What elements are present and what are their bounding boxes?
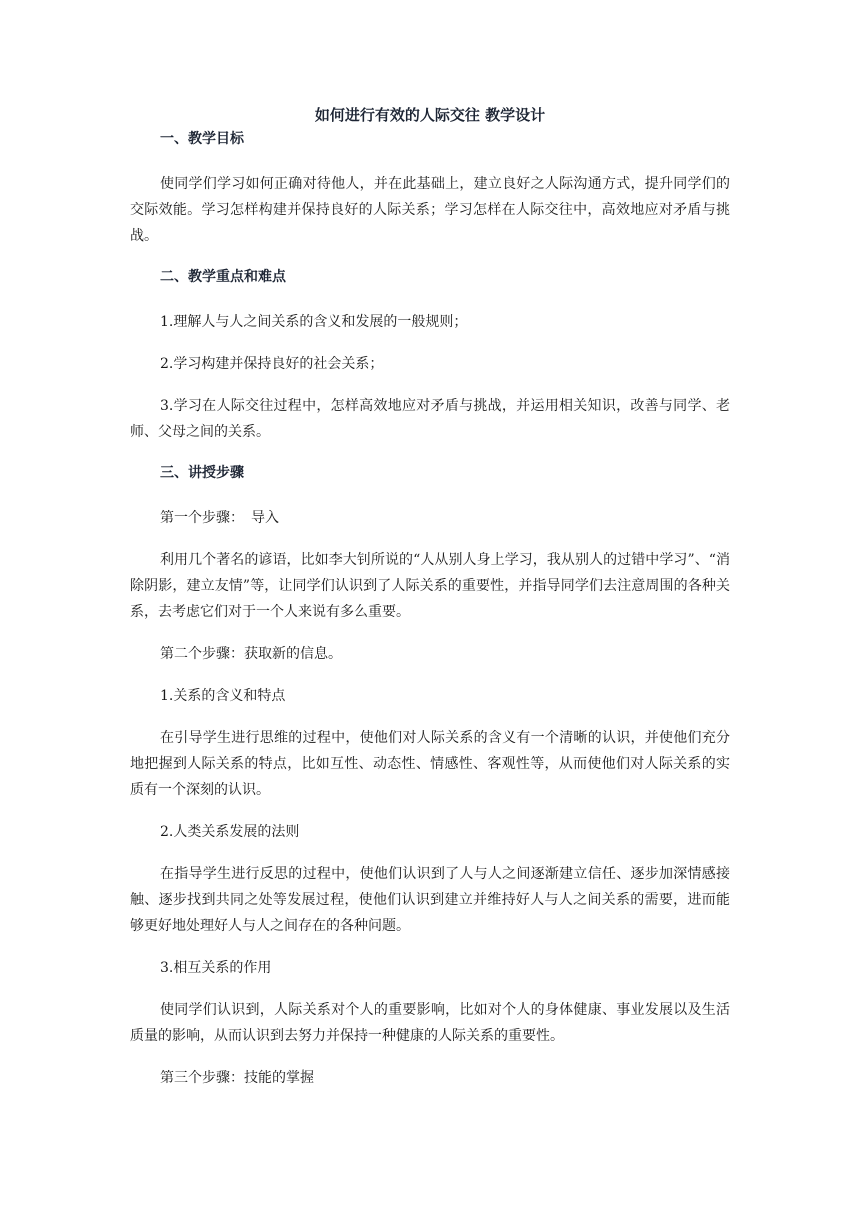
paragraph: 3.学习在人际交往过程中，怎样高效地应对矛盾与挑战，并运用相关知识，改善与同学、老师、父母之间的关系。: [130, 398, 730, 440]
paragraph: 第二个步骤：获取新的信息。: [160, 646, 342, 662]
paragraph: 2.学习构建并保持良好的社会关系；: [160, 356, 384, 372]
paragraph: 第三个步骤：技能的掌握: [160, 1070, 314, 1086]
paragraph: 2.人类关系发展的法则: [160, 824, 300, 840]
paragraph: 使同学们学习如何正确对待他人，并在此基础上，建立良好之人际沟通方式，提升同学们的交际效能。学习怎样构建并保持良好的人际关系；学习怎样在人际交往中，高效地应对矛盾与挑战。: [130, 176, 730, 244]
document-body: [130, 129, 730, 1091]
paragraph: 1.理解人与人之间关系的含义和发展的一般规则；: [160, 314, 468, 330]
paragraph: 第一个步骤： 导入: [160, 510, 279, 526]
document-title: 如何进行有效的人际交往 教学设计: [314, 106, 546, 124]
paragraph: 1.关系的含义和特点: [160, 688, 286, 704]
paragraph: 在引导学生进行思维的过程中，使他们对人际关系的含义有一个清晰的认识，并使他们充分地把握到人际关系的特点，比如互性、动态性、情感性、客观性等，从而使他们对人际关系的实质有一个深刻的认识。: [130, 730, 730, 798]
paragraph: 3.相互关系的作用: [160, 960, 272, 976]
paragraph: 使同学们认识到，人际关系对个人的重要影响，比如对个人的身体健康、事业发展以及生活质量的影响，从而认识到去努力并保持一种健康的人际关系的重要性。: [130, 1002, 730, 1044]
paragraph: 利用几个著名的谚语，比如李大钊所说的“人从别人身上学习，我从别人的过错中学习”、“消除阴影，建立友情”等，让同学们认识到了人际关系的重要性，并指导同学们去注意周围的各种关系，去考虑它们对于一个人来说有多么重要。: [130, 552, 730, 620]
paragraph: 在指导学生进行反思的过程中，使他们认识到了人与人之间逐渐建立信任、逐步加深情感接触、逐步找到共同之处等发展过程，使他们认识到建立并维持好人与人之间关系的需要，进而能够更好地处理好人与人之间存在的各种问题。: [130, 866, 730, 934]
section-heading-objectives: 一、教学目标: [160, 131, 244, 147]
section-heading-teaching-steps: 三、讲授步骤: [160, 465, 244, 481]
section-heading-key-points: 二、教学重点和难点: [160, 269, 286, 285]
